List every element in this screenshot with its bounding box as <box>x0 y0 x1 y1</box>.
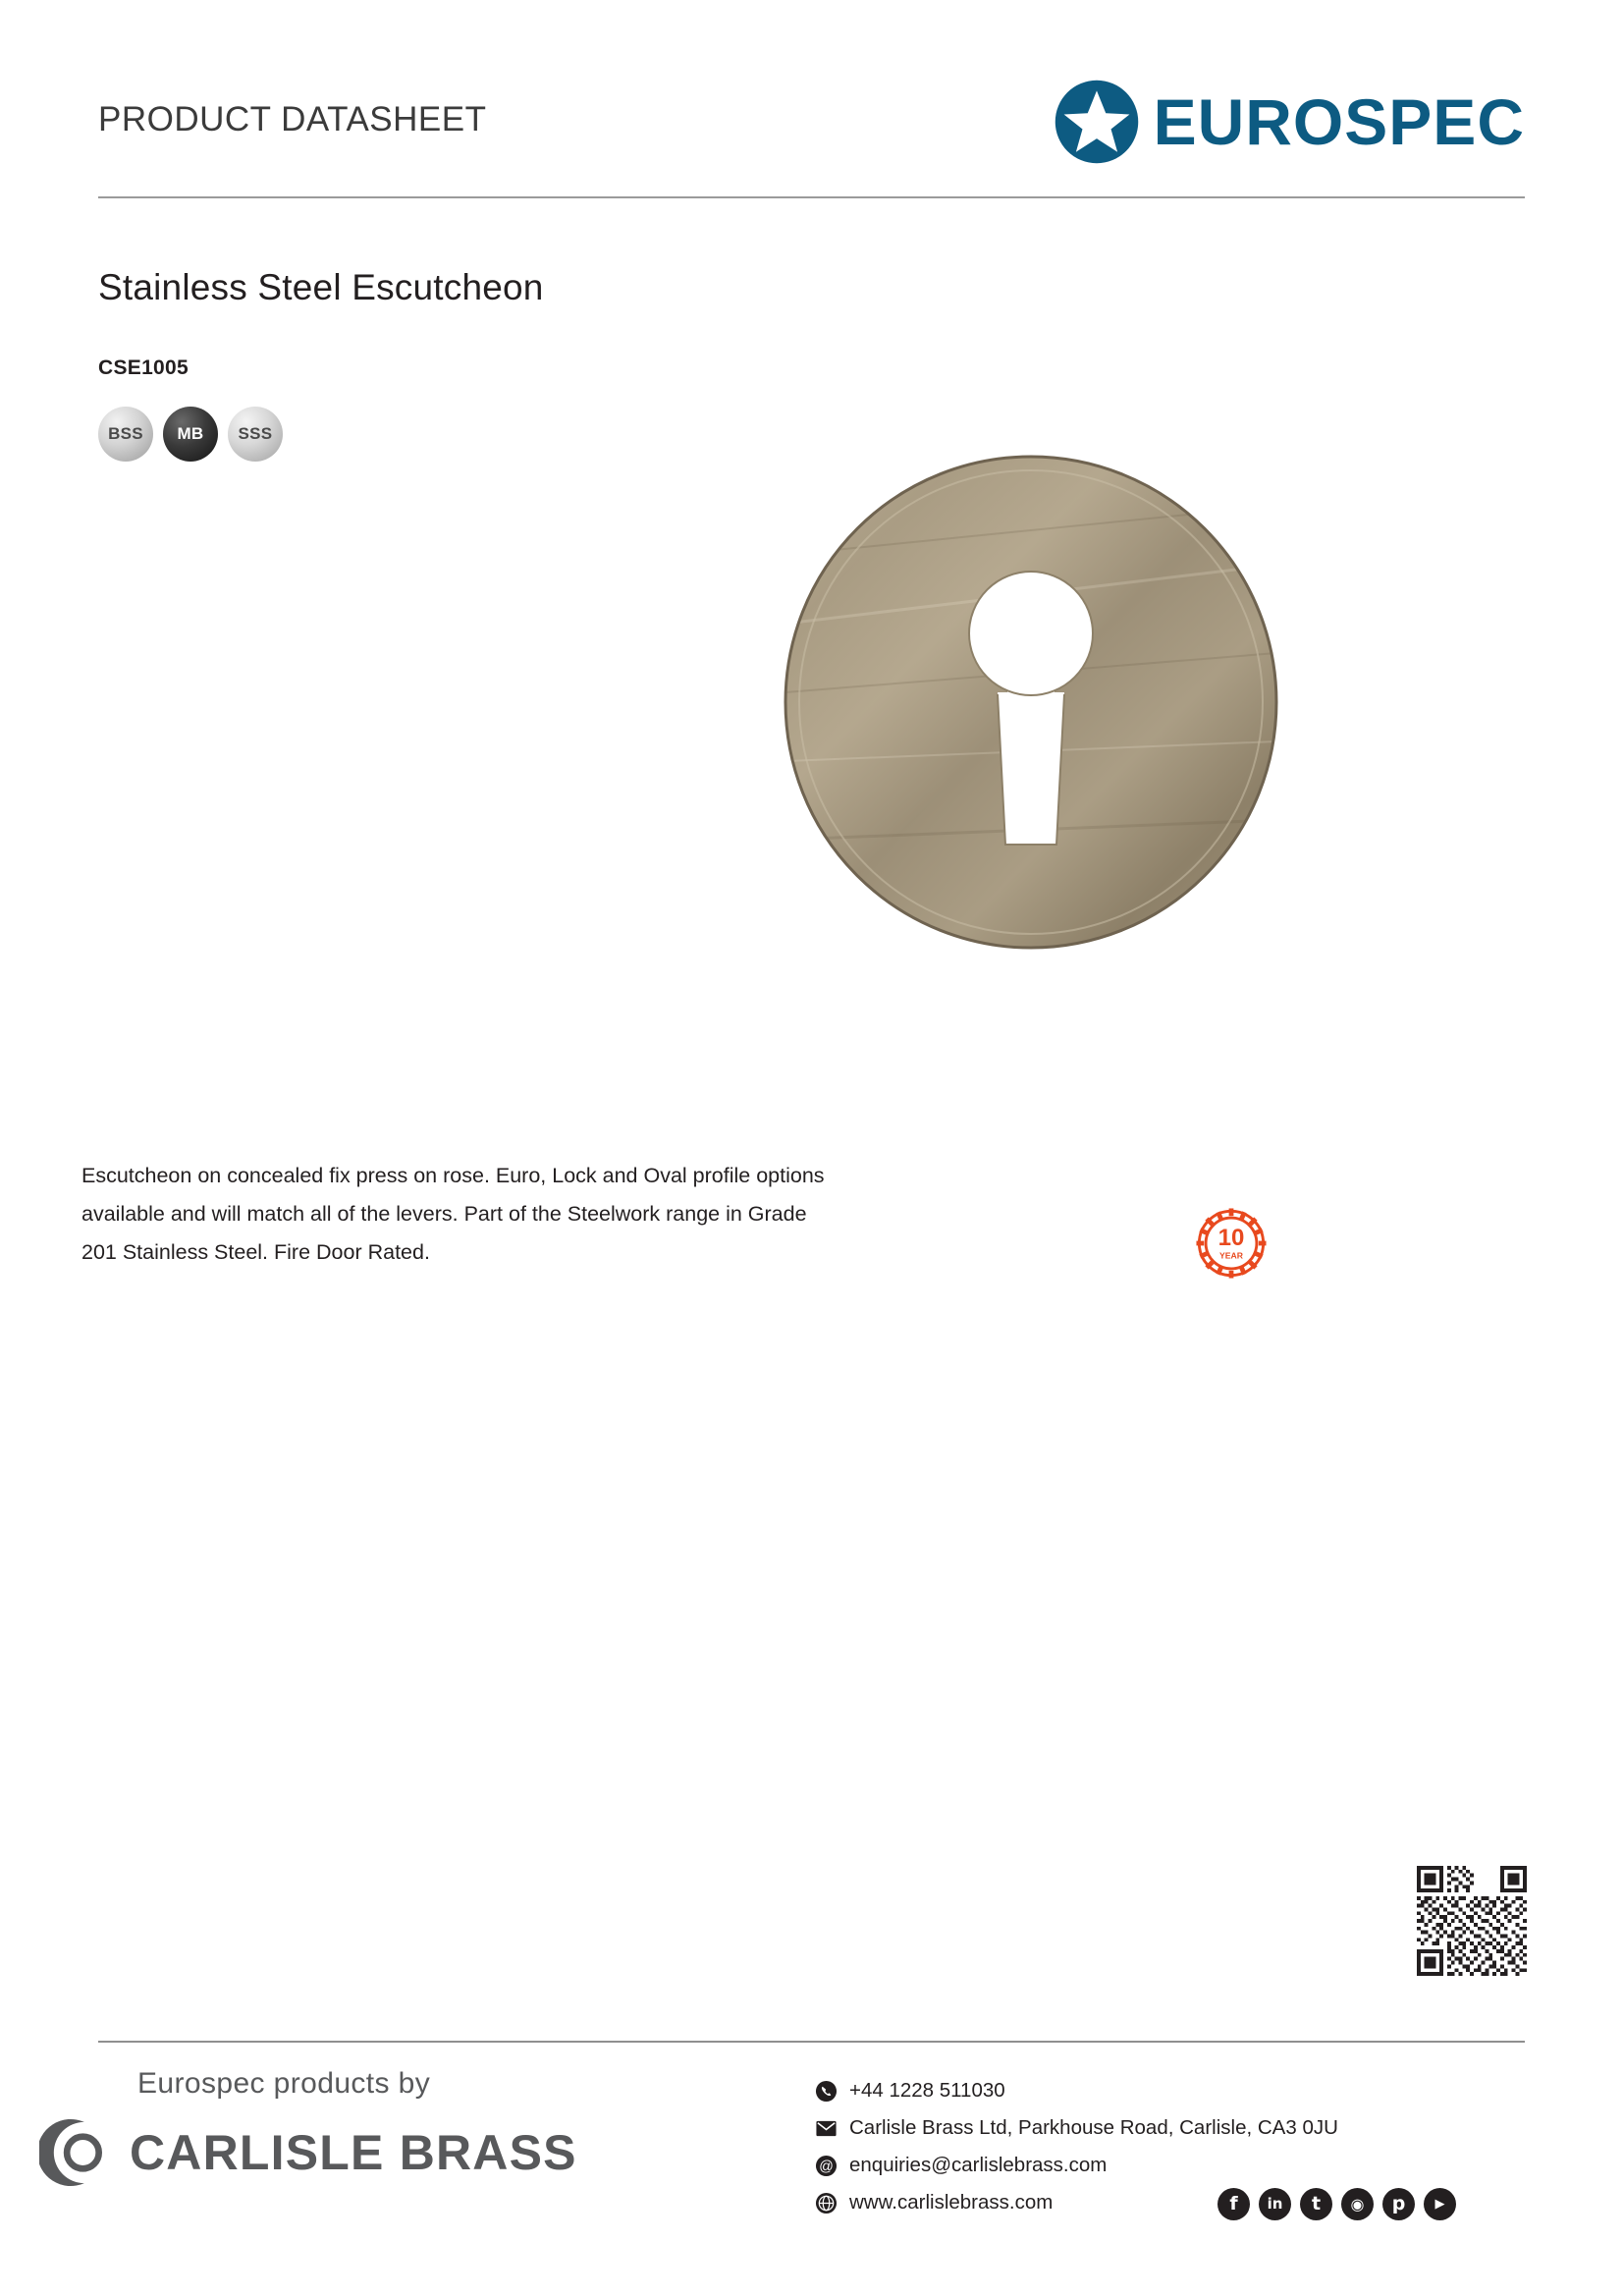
instagram-icon[interactable]: ◉ <box>1341 2188 1374 2220</box>
finish-badge-label: SSS <box>238 424 273 443</box>
at-icon <box>815 2155 838 2177</box>
contact-email[interactable] <box>815 2147 1502 2184</box>
footer-by-line: Eurospec products by <box>137 2067 431 2100</box>
finish-badge-sss[interactable] <box>228 407 283 462</box>
carlisle-brass-mark-icon <box>39 2116 112 2189</box>
carlisle-brass-wordmark: CARLISLE BRASS <box>130 2125 577 2180</box>
qr-code[interactable] <box>1417 1866 1527 1976</box>
twitter-icon[interactable]: t <box>1300 2188 1332 2220</box>
document-type-label: PRODUCT DATASHEET <box>98 100 487 138</box>
contact-text: www.carlislebrass.com <box>849 2191 1054 2214</box>
product-description: Escutcheon on concealed fix press on rose. Euro, Lock and Oval profile options available and will match all of the levers. Part of the Steelwork range in Grade 201 Stainless Steel. Fire Door Rated. <box>81 1164 825 1264</box>
product-code: CSE1005 <box>98 356 189 379</box>
envelope-icon <box>815 2117 838 2140</box>
contact-text: Carlisle Brass Ltd, Parkhouse Road, Carlisle, CA3 0JU <box>849 2116 1338 2139</box>
product-image <box>776 447 1286 957</box>
footer-branding <box>39 2067 707 2189</box>
page-title: Stainless Steel Escutcheon <box>98 267 544 307</box>
finish-badge-bss[interactable] <box>98 407 153 462</box>
phone-icon <box>815 2080 838 2103</box>
finish-badge-list <box>98 407 283 462</box>
facebook-icon[interactable]: f <box>1217 2188 1250 2220</box>
finish-badge-label: BSS <box>108 424 143 443</box>
globe-icon <box>815 2192 838 2214</box>
svg-text:@: @ <box>819 2158 834 2174</box>
contact-text: +44 1228 511030 <box>849 2079 1005 2102</box>
eurospec-wordmark: EUROSPEC <box>1153 85 1525 158</box>
finish-badge-label: MB <box>177 424 204 443</box>
svg-text:10: 10 <box>1217 1224 1245 1251</box>
youtube-icon[interactable]: ▶ <box>1424 2188 1456 2220</box>
carlisle-brass-logo <box>39 2116 707 2189</box>
contact-text: enquiries@carlislebrass.com <box>849 2154 1108 2176</box>
contact-address <box>815 2109 1502 2147</box>
finish-badge-mb[interactable] <box>163 407 218 462</box>
eurospec-logo <box>1054 79 1525 165</box>
footer-divider <box>98 2041 1525 2043</box>
linkedin-icon[interactable]: in <box>1259 2188 1291 2220</box>
star-circle-icon <box>1054 79 1140 165</box>
social-links <box>1217 2188 1456 2220</box>
ten-year-guarantee-icon <box>1184 1196 1278 1290</box>
page-header <box>98 39 1525 187</box>
header-divider <box>98 196 1525 198</box>
contact-phone <box>815 2072 1502 2109</box>
pinterest-icon[interactable]: p <box>1382 2188 1415 2220</box>
svg-text:YEAR: YEAR <box>1219 1250 1243 1261</box>
